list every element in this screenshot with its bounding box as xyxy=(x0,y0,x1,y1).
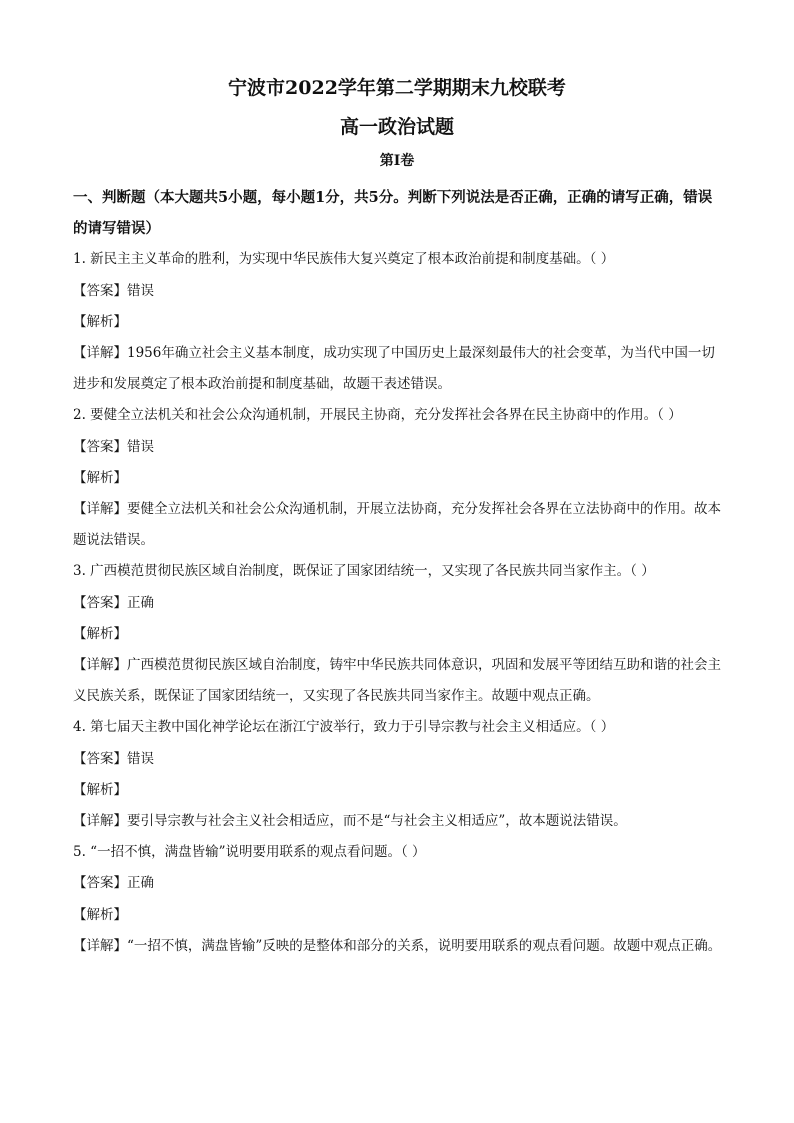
exam-content xyxy=(73,182,723,962)
detail-tag: 【详解】 xyxy=(73,501,127,518)
detail-text: 要引导宗教与社会主义社会相适应，而不是“与社会主义相适应”，故本题说法错误。 xyxy=(127,813,627,830)
question-text: 5. “一招不慎，满盘皆输”说明要用联系的观点看问题。（ ） xyxy=(73,844,426,861)
question-block xyxy=(73,837,723,962)
detail-text: 广西模范贯彻民族区域自治制度，铸牢中华民族共同体意识，巩固和发展平等团结互助和谐的社会主义民族关系，既保证了国家团结统一，又实现了各民族共同当家作主。故题中观点正确。 xyxy=(73,657,721,705)
question-text: 3. 广西模范贯彻民族区域自治制度，既保证了国家团结统一，又实现了各民族共同当家作主。（ ） xyxy=(73,563,655,580)
detail-line xyxy=(73,338,723,400)
answer-value: 错误 xyxy=(127,282,154,299)
answer-tag: 【答案】 xyxy=(73,750,127,767)
answer-value: 错误 xyxy=(127,750,154,767)
answer-tag: 【答案】 xyxy=(73,438,127,455)
detail-tag: 【详解】 xyxy=(73,345,127,362)
analysis-tag: 【解析】 xyxy=(73,781,127,798)
detail-line xyxy=(73,650,723,712)
detail-line xyxy=(73,494,723,556)
question-block xyxy=(73,244,723,400)
question-text: 2. 要健全立法机关和社会公众沟通机制，开展民主协商，充分发挥社会各界在民主协商中的作用。（ ） xyxy=(73,407,682,424)
section-heading: 一、判断题（本大题共5小题，每小题1分，共5分。判断下列说法是否正确，正确的请写正确，错误的请写错误） xyxy=(73,189,713,238)
volume-label: 第Ⅰ卷 xyxy=(379,153,415,169)
answer-value: 正确 xyxy=(127,594,154,611)
answer-line xyxy=(73,588,723,619)
question-text: 4. 第七届天主教中国化神学论坛在浙江宁波举行，致力于引导宗教与社会主义相适应。（ ） xyxy=(73,719,615,736)
answer-line xyxy=(73,744,723,775)
exam-title: 宁波市2022学年第二学期期末九校联考 xyxy=(228,77,566,99)
question-block xyxy=(73,556,723,712)
answer-tag: 【答案】 xyxy=(73,875,127,892)
analysis-tag: 【解析】 xyxy=(73,313,127,330)
answer-tag: 【答案】 xyxy=(73,282,127,299)
detail-text: “一招不慎，满盘皆输”反映的是整体和部分的关系，说明要用联系的观点看问题。故题中观点正确。 xyxy=(127,937,722,954)
answer-line xyxy=(73,276,723,307)
detail-tag: 【详解】 xyxy=(73,937,127,954)
analysis-tag: 【解析】 xyxy=(73,625,127,642)
answer-tag: 【答案】 xyxy=(73,594,127,611)
detail-text: 要健全立法机关和社会公众沟通机制，开展立法协商，充分发挥社会各界在立法协商中的作用。故本题说法错误。 xyxy=(73,501,721,549)
question-block xyxy=(73,400,723,556)
detail-tag: 【详解】 xyxy=(73,813,127,830)
answer-value: 错误 xyxy=(127,438,154,455)
exam-subtitle: 高一政治试题 xyxy=(339,116,454,138)
answer-value: 正确 xyxy=(127,875,154,892)
answer-line xyxy=(73,868,723,899)
detail-text: 1956年确立社会主义基本制度，成功实现了中国历史上最深刻最伟大的社会变革，为当代中国一切进步和发展奠定了根本政治前提和制度基础，故题干表述错误。 xyxy=(73,345,715,393)
question-block xyxy=(73,712,723,837)
detail-line xyxy=(73,806,723,837)
detail-tag: 【详解】 xyxy=(73,657,127,674)
answer-line xyxy=(73,432,723,463)
analysis-tag: 【解析】 xyxy=(73,906,127,923)
question-text: 1. 新民主主义革命的胜利，为实现中华民族伟大复兴奠定了根本政治前提和制度基础。（ ） xyxy=(73,251,615,268)
analysis-tag: 【解析】 xyxy=(73,469,127,486)
detail-line xyxy=(73,931,723,962)
